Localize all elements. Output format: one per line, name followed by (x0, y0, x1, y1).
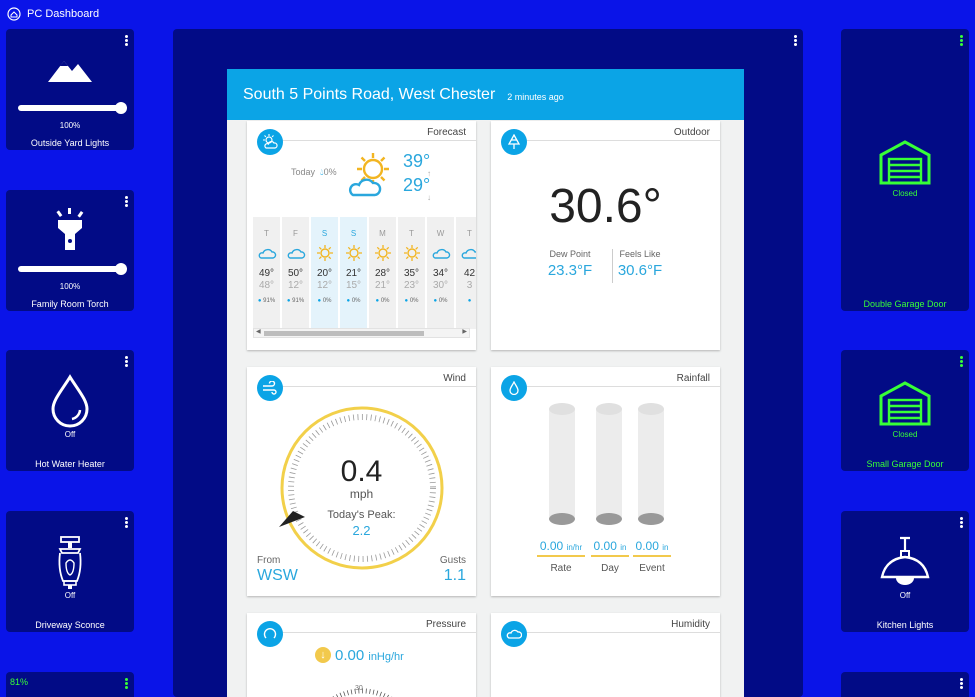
day-letter: T (467, 229, 472, 238)
tile-menu-icon[interactable] (957, 35, 965, 47)
sun-icon (340, 242, 367, 264)
tile-menu-icon[interactable] (957, 356, 965, 368)
pressure-trend-icon: ↓ (315, 647, 331, 663)
pendant-light-icon (841, 535, 969, 587)
sconce-icon (6, 535, 134, 591)
tile-menu-icon[interactable] (791, 35, 799, 47)
rainfall-card (491, 367, 720, 596)
dew-point-value: 23.3°F (547, 262, 593, 279)
day-letter: F (293, 229, 298, 238)
brightness-slider[interactable] (18, 105, 122, 111)
tile-hot-water-heater[interactable] (6, 350, 134, 471)
tile-label: Double Garage Door (863, 299, 947, 309)
wind-speed: 0.4 (340, 455, 383, 488)
weather-header (227, 69, 744, 120)
tile-menu-icon[interactable] (122, 678, 130, 690)
garage-door-icon (841, 139, 969, 185)
day-precip: ● 0% (375, 298, 390, 304)
tile-state: Off (64, 430, 76, 439)
forecast-day (398, 217, 425, 329)
pressure-value: 0.00 inHg/hr (335, 647, 404, 664)
day-high: 28° (374, 268, 391, 279)
rain-icon (456, 242, 476, 264)
sun-icon (311, 242, 338, 264)
outdoor-card (491, 121, 720, 350)
rain-day: 0.00 in Day (591, 539, 629, 574)
pressure-tick: 30 (355, 685, 363, 692)
mountains-icon (6, 55, 134, 83)
sun-icon (369, 242, 396, 264)
day-precip: ● 91% (257, 298, 276, 304)
feels-like-value: 30.6°F (617, 262, 663, 279)
day-low: 30° (432, 280, 449, 291)
forecast-high: 39° (403, 151, 431, 171)
day-precip: ● (467, 298, 472, 304)
tile-outside-yard-lights[interactable] (6, 29, 134, 150)
card-title: Pressure (425, 619, 466, 630)
raindrop-icon: 💧︎ (320, 167, 324, 177)
card-title: Humidity (671, 619, 710, 630)
day-high: 20° (316, 268, 333, 279)
day-letter: T (264, 229, 269, 238)
outdoor-temp: 30.6° (549, 180, 662, 233)
tile-state: 100% (59, 121, 81, 130)
day-letter: M (379, 229, 386, 238)
tile-label: Kitchen Lights (876, 620, 934, 630)
gauge-icon (257, 621, 283, 647)
day-low: 48° (258, 280, 275, 291)
forecast-day (253, 217, 280, 329)
forecast-card (247, 121, 476, 350)
tile-state: Off (64, 591, 76, 600)
rain-gauges (547, 403, 671, 531)
day-low: 12° (287, 280, 304, 291)
up-arrow-icon: ↑ (427, 169, 431, 178)
day-high: 50° (287, 268, 304, 279)
forecast-low: 29° (403, 175, 431, 195)
day-high: 49° (258, 268, 275, 279)
forecast-days (253, 217, 476, 329)
sun-cloud-icon (257, 129, 283, 155)
card-title: Forecast (427, 127, 466, 138)
tile-label: Outside Yard Lights (30, 138, 110, 148)
day-precip: ● 0% (346, 298, 361, 304)
sun-icon (398, 242, 425, 264)
humidity-card (491, 613, 720, 697)
tile-state: Closed (892, 189, 918, 198)
raindrop-icon (501, 375, 527, 401)
card-title: Outdoor (673, 127, 710, 138)
forecast-day (311, 217, 338, 329)
wind-card (247, 367, 476, 596)
forecast-day (282, 217, 309, 329)
tile-label: Small Garage Door (866, 459, 944, 469)
card-title: Wind (443, 373, 466, 384)
today-label: Today (291, 167, 316, 177)
day-high: 35° (403, 268, 420, 279)
app-title: PC Dashboard (27, 8, 100, 20)
day-precip: ● 0% (404, 298, 419, 304)
day-high: 42 (463, 268, 476, 279)
tile-small-garage-door[interactable] (841, 350, 969, 471)
wind-peak-label: Today's Peak: (327, 509, 396, 521)
down-arrow-icon: ↓ (427, 193, 431, 202)
day-low: 21° (374, 280, 391, 291)
day-precip: ● 0% (433, 298, 448, 304)
torch-icon (6, 208, 134, 252)
tile-double-garage-door[interactable] (841, 29, 969, 311)
tile-partial[interactable] (841, 672, 969, 697)
tile-menu-icon[interactable] (122, 517, 130, 529)
tree-icon (501, 129, 527, 155)
tile-kitchen-lights[interactable] (841, 511, 969, 632)
day-low: 3 (466, 280, 473, 291)
weather-updated: 2 minutes ago (507, 91, 564, 102)
weather-location: South 5 Points Road, West Chester (243, 85, 496, 103)
forecast-day (369, 217, 396, 329)
weather-tile[interactable] (173, 29, 803, 697)
day-precip: ● 91% (286, 298, 305, 304)
rain-event: 0.00 in Event (633, 539, 671, 574)
wind-peak-value: 2.2 (352, 523, 371, 538)
rain-icon (253, 242, 280, 264)
partly-sunny-icon (347, 151, 397, 202)
feels-like-label: Feels Like (619, 249, 661, 259)
day-low: 15° (345, 280, 362, 291)
tile-menu-icon[interactable] (957, 678, 965, 690)
wind-from-label: From (257, 555, 281, 566)
forecast-day (427, 217, 454, 329)
rain-icon (282, 242, 309, 264)
tile-menu-icon[interactable] (122, 35, 130, 47)
weather-panel (227, 69, 744, 697)
day-precip: ● 0% (317, 298, 332, 304)
app-header (7, 6, 99, 22)
forecast-day (456, 217, 476, 329)
day-low: 12° (316, 280, 333, 291)
forecast-scrollbar[interactable]: ◀ ▶ (253, 328, 470, 338)
day-low: 23° (403, 280, 420, 291)
tile-state: 100% (59, 282, 81, 291)
day-high: 34° (432, 268, 449, 279)
tile-label: Family Room Torch (31, 299, 109, 309)
day-letter: T (409, 229, 414, 238)
tile-state: Closed (892, 430, 918, 439)
tile-menu-icon[interactable] (122, 356, 130, 368)
wind-from-value: WSW (257, 567, 298, 584)
wind-unit: mph (349, 487, 374, 501)
rain-rate: 0.00 in/hr Rate (537, 539, 585, 574)
forecast-today (291, 167, 337, 178)
forecast-day (340, 217, 367, 329)
tile-state: Off (899, 591, 911, 600)
day-letter: S (321, 229, 328, 238)
tile-label: Hot Water Heater (35, 459, 105, 469)
tile-driveway-sconce[interactable] (6, 511, 134, 632)
rain-icon (427, 242, 454, 264)
card-title: Rainfall (676, 373, 710, 384)
wind-icon (257, 375, 283, 401)
pressure-card (247, 613, 476, 697)
water-drop-icon (6, 374, 134, 428)
tile-menu-icon[interactable] (957, 517, 965, 529)
tile-label: Driveway Sconce (35, 620, 105, 630)
tile-family-room-torch[interactable] (6, 190, 134, 311)
day-letter: W (436, 229, 445, 238)
brightness-slider[interactable] (18, 266, 122, 272)
today-precip: 0% (323, 167, 337, 177)
day-letter: S (350, 229, 357, 238)
dew-point-label: Dew Point (549, 249, 591, 259)
home-logo-icon (7, 7, 21, 21)
battery-level: 81% (10, 677, 29, 687)
wind-gusts-value: 1.1 (443, 567, 466, 584)
garage-door-icon (841, 380, 969, 426)
day-high: 21° (345, 268, 362, 279)
cloud-icon (501, 621, 527, 647)
wind-gusts-label: Gusts (439, 555, 466, 566)
tile-menu-icon[interactable] (122, 196, 130, 208)
